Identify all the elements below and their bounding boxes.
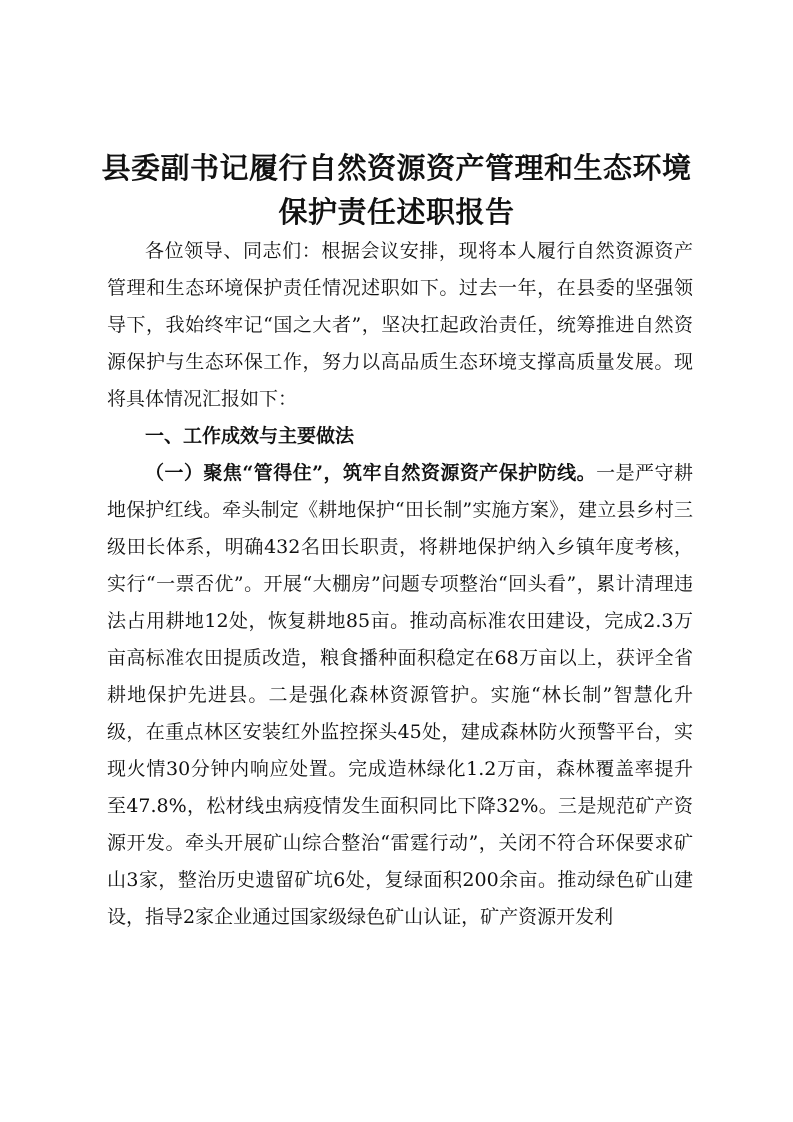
document-title-line-1: 县委副书记履行自然资源资产管理和生态环境 bbox=[101, 151, 692, 185]
intro-paragraph: 各位领导、同志们：根据会议安排，现将本人履行自然资源资产管理和生态环境保护责任情况述职如下。过去一年，在县委的坚强领导下，我始终牢记“国之大者”，坚决扛起政治责任，统筹推进自然资源保护与生态环保工作，努力以高品质生态环境支撑高质量发展。现将具体情况汇报如下： bbox=[107, 240, 693, 410]
subsection-body: 一是严守耕地保护红线。牵头制定《耕地保护“田长制”实施方案》，建立县乡村三级田长体系，明确432名田长职责，将耕地保护纳入乡镇年度考核，实行“一票否优”。开展“大棚房”问题专项整治“回头看”，累计清理违法占用耕地12处，恢复耕地85亩。推动高标准农田建设，完成2.3万亩高标准农田提质改造，粮食播种面积稳定在68万亩以上，获评全省耕地保护先进县。二是强化森林资源管护。实施“林长制”智慧化升级，在重点林区安装红外监控探头45处，建成森林防火预警平台，实现火情30分钟内响应处置。完成造林绿化1.2万亩，森林覆盖率提升至47.8%，松材线虫病疫情发生面积同比下降32%。三是规范矿产资源开发。牵头开展矿山综合整治“雷霆行动”，关闭不符合环保要求矿山3家，整治历史遗留矿坑6处，复绿面积200余亩。推动绿色矿山建设，指导2家企业通过国家级绿色矿山认证，矿产资源开发利 bbox=[107, 462, 693, 928]
document-body bbox=[107, 233, 693, 936]
section-heading: 一、工作成效与主要做法 bbox=[145, 425, 355, 447]
subsection-paragraph bbox=[107, 455, 693, 936]
subsection-lead: （一）聚焦“管得住”，筑牢自然资源资产保护防线。 bbox=[145, 462, 597, 484]
document-title-line-2: 保护责任述职报告 bbox=[278, 195, 515, 229]
